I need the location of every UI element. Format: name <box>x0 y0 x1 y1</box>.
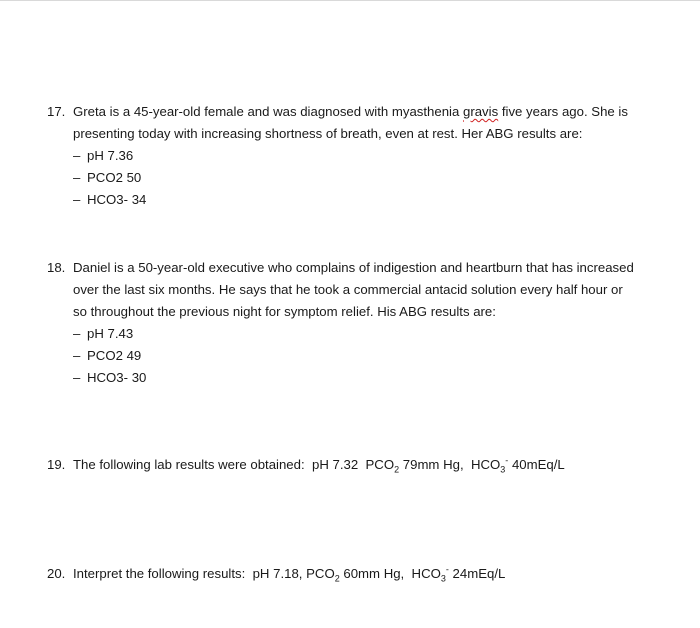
question-text-line: over the last six months. He says that he took a commercial antacid solution every half hour or <box>73 282 623 297</box>
result-item: – pH 7.43 <box>73 326 134 341</box>
result-item: – HCO3- 30 <box>73 370 147 385</box>
question-text-line: so throughout the previous night for symptom relief. His ABG results are: <box>73 304 496 319</box>
hco3-value: $HCO_3^-$ 40mEq/L <box>470 455 565 475</box>
result-item: – HCO3- 34 <box>73 192 147 207</box>
question-number: 19. <box>47 457 66 472</box>
question-18 <box>47 257 634 389</box>
ph-value: pH 7.32 <box>311 457 359 472</box>
question-text-line: Interpret the following results: pH 7.18, $PCO_2$ 60mm Hg, $HCO_3^-$ 24mEq/L <box>73 564 506 584</box>
result-item: – pH 7.36 <box>73 148 134 163</box>
question-text-line: Greta is a 45-year-old female and was diagnosed with myasthenia gravis five years ago. She is <box>73 104 628 119</box>
hco3-value: $HCO_3^-$ 24mEq/L <box>411 564 506 584</box>
question-20 <box>47 563 505 585</box>
pco2-value: $PCO_2$ 60mm Hg, <box>306 566 405 584</box>
question-number: 20. <box>47 566 66 581</box>
pco2-value: $PCO_2$ 79mm Hg, <box>365 457 464 475</box>
question-number: 18. <box>47 260 66 275</box>
question-19 <box>47 454 565 476</box>
question-text-line: Daniel is a 50-year-old executive who complains of indigestion and heartburn that has increased <box>73 260 634 275</box>
ph-value: pH 7.18, <box>252 566 303 581</box>
result-item: – PCO2 49 <box>73 348 142 363</box>
result-item: – PCO2 50 <box>73 170 142 185</box>
question-17 <box>47 101 628 211</box>
top-border <box>0 0 700 1</box>
question-text-line: The following lab results were obtained: pH 7.32 $PCO_2$ 79mm Hg, $HCO_3^-$ 40mEq/L <box>73 455 565 475</box>
question-text-line: presenting today with increasing shortness of breath, even at rest. Her ABG results are: <box>73 126 583 141</box>
misspelled-word: gravis <box>462 104 499 119</box>
question-number: 17. <box>47 104 66 119</box>
